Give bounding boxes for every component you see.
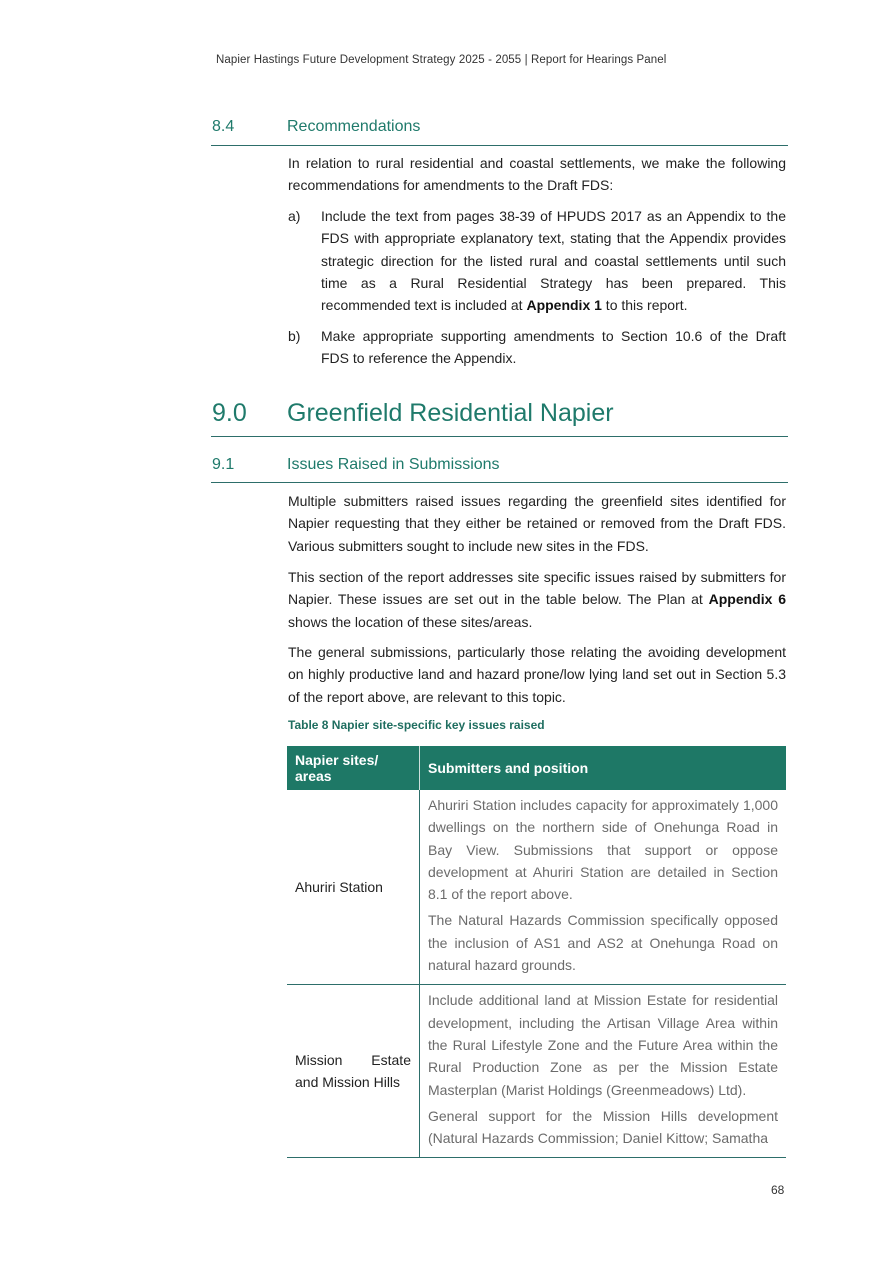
paragraph-general-submissions: The general submissions, particularly those relating the avoiding development on highly productive land and hazard prone/low lying land set out in Section 5.3 of the report above, are relevant to this topic. bbox=[288, 644, 786, 705]
section-title: Recommendations bbox=[287, 118, 421, 135]
list-marker: a) bbox=[288, 208, 301, 224]
list-marker: b) bbox=[288, 328, 301, 344]
list-text: Include the text from pages 38-39 of HPUDS 2017 as an Appendix to the FDS with appropriate explanatory text, stating that the Appendix provides strategic direction for the listed rural and coastal settlements until such time as a Rural Residential Strategy has been prepared. This recommended text is included at Appendix 1 to this report. bbox=[321, 208, 786, 314]
paragraph-intro: In relation to rural residential and coastal settlements, we make the following recommendations for amendments to the Draft FDS: bbox=[288, 155, 786, 194]
section-title: Greenfield Residential Napier bbox=[287, 399, 614, 427]
list-text: Make appropriate supporting amendments to Section 10.6 of the Draft FDS to reference the Appendix. bbox=[321, 328, 786, 367]
appendix-6-ref: Appendix 6 bbox=[708, 591, 786, 608]
section-number: 9.0 bbox=[212, 399, 247, 427]
paragraph-site-specific: This section of the report addresses site specific issues raised by submitters for Napier. These issues are set out in the table below. The Plan at Appendix 6 shows the location of these sites/areas. bbox=[288, 569, 786, 630]
list-item-a bbox=[288, 205, 786, 317]
list-item-b bbox=[288, 325, 786, 371]
table-row bbox=[287, 985, 786, 1158]
table-caption: Table 8 Napier site-specific key issues raised bbox=[288, 718, 545, 732]
site-cell: Ahuriri Station bbox=[287, 790, 420, 985]
section-heading-8-4 bbox=[211, 118, 788, 146]
table-header-row bbox=[287, 746, 786, 790]
submitters-cell bbox=[420, 790, 787, 985]
site-cell: Mission Estate and Mission Hills bbox=[287, 985, 420, 1158]
cell-paragraph: General support for the Mission Hills development (Natural Hazards Commission; Daniel Kittow; Samatha bbox=[428, 1107, 778, 1147]
cell-paragraph: Ahuriri Station includes capacity for approximately 1,000 dwellings on the northern side of Onehunga Road in Bay View. Submissions that support or oppose development at Ahuriri Station are detailed in Section 8.1 of the report above. bbox=[428, 797, 778, 903]
section-title: Issues Raised in Submissions bbox=[287, 456, 500, 473]
section-number: 8.4 bbox=[212, 118, 235, 135]
table-row bbox=[287, 790, 786, 985]
header-sites: Napier sites/ areas bbox=[287, 746, 420, 790]
page-number: 68 bbox=[771, 1183, 785, 1197]
issues-table bbox=[287, 746, 786, 1158]
running-header: Napier Hastings Future Development Strategy 2025 - 2055 | Report for Hearings Panel bbox=[216, 54, 667, 66]
cell-paragraph: The Natural Hazards Commission specifically opposed the inclusion of AS1 and AS2 at Onehunga Road on natural hazard grounds. bbox=[428, 912, 778, 974]
appendix-1-ref: Appendix 1 bbox=[526, 297, 602, 314]
submitters-cell bbox=[420, 985, 787, 1158]
header-submitters: Submitters and position bbox=[420, 746, 787, 790]
cell-paragraph: Include additional land at Mission Estate for residential development, including the Artisan Village Area within the Rural Lifestyle Zone and the Future Area within the Rural Production Zone as per the Mission Estate Masterplan (Marist Holdings (Greenmeadows) Ltd). bbox=[428, 992, 778, 1098]
section-number: 9.1 bbox=[212, 456, 235, 473]
section-heading-9-0 bbox=[211, 399, 788, 437]
paragraph-submitters: Multiple submitters raised issues regarding the greenfield sites identified for Napier requesting that they either be retained or removed from the Draft FDS. Various submitters sought to include new sites in the FDS. bbox=[288, 493, 786, 554]
section-heading-9-1 bbox=[211, 456, 788, 483]
